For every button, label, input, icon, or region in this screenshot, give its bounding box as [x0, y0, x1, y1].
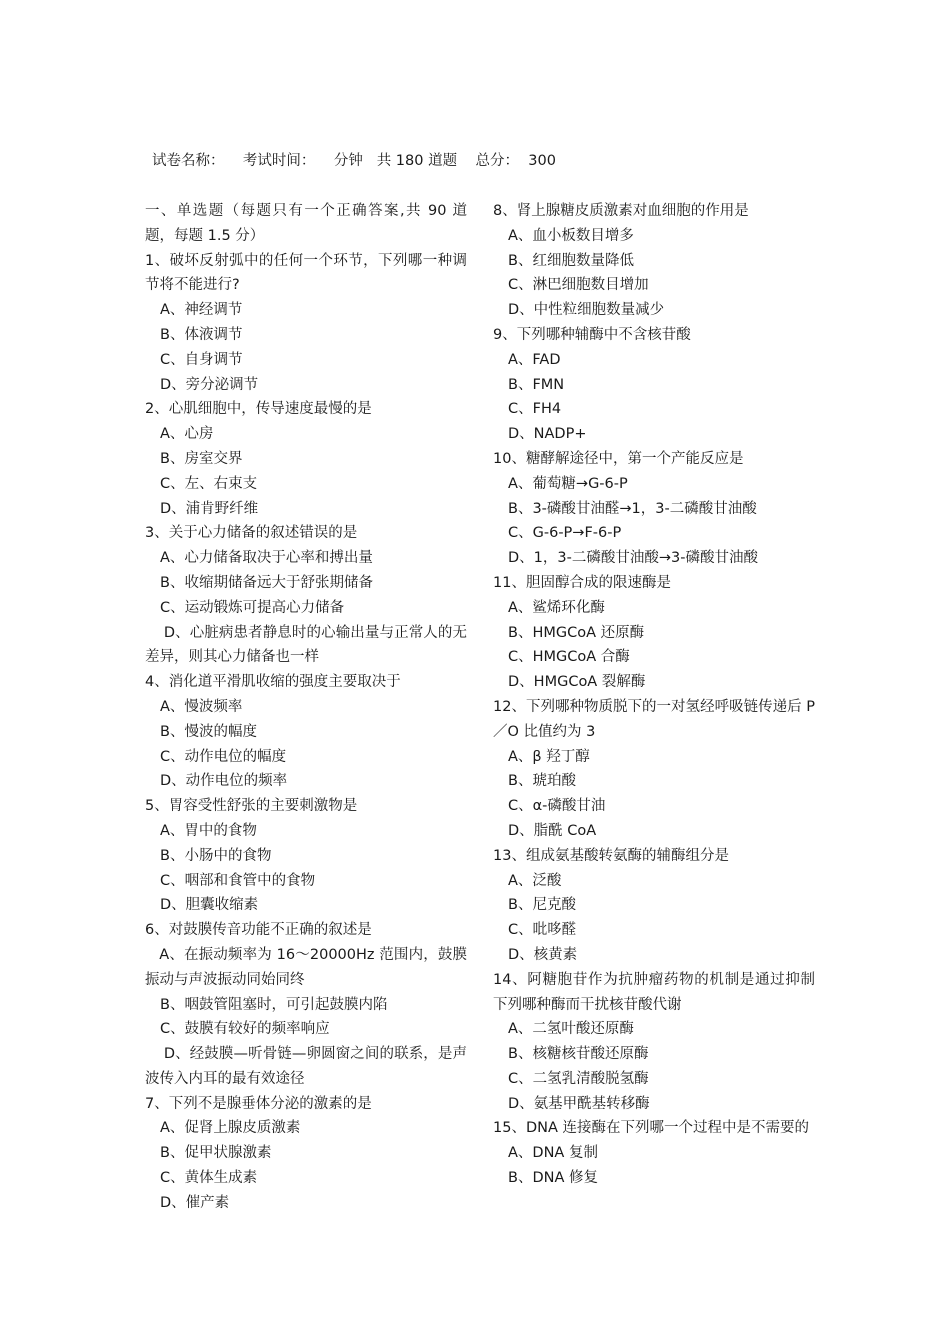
- answer-option: B、收缩期储备远大于舒张期储备: [160, 574, 373, 591]
- question-text: 13、组成氨基酸转氨酶的辅酶组分是: [493, 847, 729, 864]
- answer-option: B、尼克酸: [508, 897, 576, 914]
- left-column: [145, 199, 467, 1216]
- answer-option: A、葡萄糖→G-6-P: [508, 475, 628, 492]
- answer-option: B、核糖核苷酸还原酶: [508, 1046, 649, 1063]
- answer-option: B、FMN: [508, 376, 565, 393]
- answer-option: B、红细胞数量降低: [508, 252, 634, 269]
- exam-header: 试卷名称： 考试时间： 分钟 共 180 道题 总分： 300: [152, 153, 556, 169]
- answer-option: D、脂酰 CoA: [508, 822, 597, 839]
- right-column: [493, 199, 815, 1191]
- answer-option: A、FAD: [508, 351, 561, 368]
- answer-option: D、NADP+: [508, 426, 587, 443]
- answer-option: A、心房: [160, 426, 214, 443]
- answer-option: B、小肠中的食物: [160, 847, 272, 864]
- answer-option: B、慢波的幅度: [160, 723, 257, 740]
- answer-option: C、吡哆醛: [508, 922, 577, 939]
- answer-option: C、黄体生成素: [160, 1170, 258, 1187]
- answer-option: D、HMGCoA 裂解酶: [508, 674, 646, 691]
- answer-option: B、体液调节: [160, 326, 243, 343]
- answer-option: C、动作电位的幅度: [160, 748, 287, 765]
- question-text: 5、胃容受性舒张的主要刺激物是: [145, 798, 358, 815]
- answer-option: A、鲨烯环化酶: [508, 599, 605, 616]
- question-text: 10、糖酵解途径中，第一个产能反应是: [493, 450, 744, 467]
- answer-option: A、神经调节: [160, 302, 243, 319]
- question-text: 6、对鼓膜传音功能不正确的叙述是: [145, 922, 372, 939]
- answer-option: D、中性粒细胞数量减少: [508, 302, 665, 319]
- answer-option: B、琥珀酸: [508, 773, 576, 790]
- answer-option: D、氨基甲酰基转移酶: [508, 1095, 650, 1112]
- answer-option: A、慢波频率: [160, 698, 243, 715]
- answer-option: B、DNA 修复: [508, 1170, 598, 1187]
- answer-option: A、心力储备取决于心率和搏出量: [160, 550, 373, 567]
- answer-option: A、二氢叶酸还原酶: [508, 1021, 634, 1038]
- question-text: 12、下列哪种物质脱下的一对氢经呼吸链传递后 P／O 比值约为 3: [493, 698, 815, 740]
- question-text: 7、下列不是腺垂体分泌的激素的是: [145, 1095, 372, 1112]
- question-text: A、在振动频率为 16～20000Hz 范围内，鼓膜振动与声波振动同始同终: [145, 946, 468, 988]
- answer-option: C、二氢乳清酸脱氢酶: [508, 1070, 649, 1087]
- answer-option: B、3-磷酸甘油醛→1，3-二磷酸甘油酸: [508, 500, 757, 517]
- question-text: 8、肾上腺糖皮质激素对血细胞的作用是: [493, 203, 749, 219]
- answer-option: A、胃中的食物: [160, 822, 257, 839]
- answer-option: A、促肾上腺皮质激素: [160, 1120, 301, 1137]
- answer-option: A、DNA 复制: [508, 1145, 598, 1162]
- answer-option: C、自身调节: [160, 351, 243, 368]
- answer-option: C、运动锻炼可提高心力储备: [160, 599, 345, 616]
- answer-option: B、房室交界: [160, 450, 243, 467]
- question-text: 9、下列哪种辅酶中不含核苷酸: [493, 326, 691, 343]
- question-text: 3、关于心力储备的叙述错误的是: [145, 525, 358, 542]
- answer-option: D、浦肯野纤维: [160, 500, 259, 517]
- answer-option: B、促甲状腺激素: [160, 1145, 272, 1162]
- answer-option: D、旁分泌调节: [160, 376, 259, 393]
- answer-option: D、动作电位的频率: [160, 773, 288, 790]
- question-text: D、经鼓膜—听骨链—卵圆窗之间的联系，是声波传入内耳的最有效途径: [145, 1046, 467, 1087]
- answer-option: C、左、右束支: [160, 475, 258, 492]
- answer-option: D、1，3-二磷酸甘油酸→3-磷酸甘油酸: [508, 550, 758, 567]
- question-text: 14、阿糖胞苷作为抗肿瘤药物的机制是通过抑制下列哪种酶而干扰核苷酸代谢: [493, 971, 815, 1013]
- answer-option: C、FH4: [508, 401, 562, 418]
- question-text: 2、心肌细胞中，传导速度最慢的是: [145, 401, 372, 418]
- question-text: 1、破坏反射弧中的任何一个环节，下列哪一种调节将不能进行?: [145, 252, 467, 294]
- answer-option: B、咽鼓管阻塞时，可引起鼓膜内陷: [160, 996, 388, 1013]
- answer-option: D、核黄素: [508, 946, 578, 963]
- answer-option: A、血小板数目增多: [508, 227, 634, 244]
- question-text: D、心脏病患者静息时的心输出量与正常人的无差异，则其心力储备也一样: [145, 624, 467, 666]
- answer-option: D、催产素: [160, 1194, 230, 1211]
- answer-option: A、泛酸: [508, 872, 562, 889]
- question-text: 15、DNA 连接酶在下列哪一个过程中是不需要的: [493, 1120, 809, 1137]
- answer-option: C、α-磷酸甘油: [508, 798, 606, 815]
- answer-option: C、HMGCoA 合酶: [508, 649, 630, 666]
- answer-option: C、鼓膜有较好的频率响应: [160, 1021, 330, 1038]
- question-text: 4、消化道平滑肌收缩的强度主要取决于: [145, 674, 401, 691]
- answer-option: D、胆囊收缩素: [160, 897, 259, 914]
- question-text: 一、单选题（每题只有一个正确答案,共 90 道题，每题 1.5 分）: [145, 203, 467, 244]
- answer-option: C、G-6-P→F-6-P: [508, 525, 622, 542]
- answer-option: C、淋巴细胞数目增加: [508, 277, 649, 294]
- answer-option: A、β 羟丁醇: [508, 748, 590, 765]
- answer-option: C、咽部和食管中的食物: [160, 872, 316, 889]
- answer-option: B、HMGCoA 还原酶: [508, 624, 645, 641]
- question-text: 11、胆固醇合成的限速酶是: [493, 574, 671, 591]
